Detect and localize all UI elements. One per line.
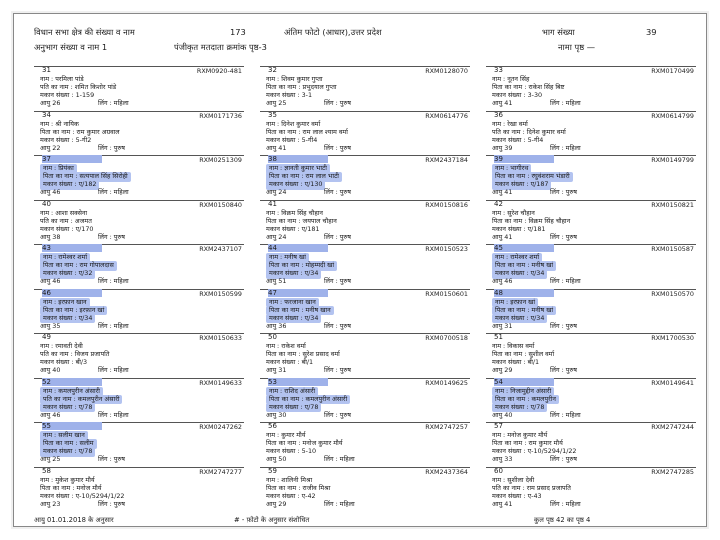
epic-number: RXM0150816	[425, 200, 468, 209]
voter-age: आयु 22	[40, 143, 61, 152]
epic-number: RXM0128070	[425, 67, 468, 75]
voter-name: नाम : कुमार मौर्य	[266, 431, 306, 439]
age-gender-line	[492, 411, 581, 421]
voter-age: आयु 46	[40, 277, 61, 285]
voter-age: आयु 29	[492, 366, 513, 374]
voter-card	[260, 111, 470, 154]
voter-card	[486, 333, 696, 376]
relation-name: पति का नाम : कमलपुरीन अंसारी	[40, 395, 122, 405]
voter-gender: लिंग : पुरुष	[550, 366, 577, 374]
epic-number: RXM0251309	[199, 156, 242, 164]
serial-number: 31	[42, 66, 51, 74]
voter-name: नाम : सुरेश चौहान	[492, 208, 535, 217]
voter-card	[486, 244, 696, 287]
voter-gender: लिंग : पुरुष	[324, 410, 351, 419]
serial-number: 55	[42, 422, 102, 430]
voter-name: नाम : सलीम खान	[40, 431, 88, 441]
age-gender-line	[492, 455, 577, 465]
voter-gender: लिंग : महिला	[324, 499, 355, 508]
voter-gender: लिंग : पुरुष	[550, 321, 577, 330]
house-number: मकान संख्या : 5-गी4	[266, 135, 318, 144]
serial-number: 39	[494, 155, 554, 163]
relation-name: पति का नाम : दिनेश कुमार वर्मा	[492, 127, 566, 136]
relation-name: पिता का नाम : राम लाल श्याम वर्मा	[266, 127, 348, 136]
voter-gender: लिंग : महिला	[550, 499, 581, 508]
voter-name: नाम : राकेश वर्मा	[266, 342, 306, 350]
serial-number: 40	[42, 199, 51, 208]
house-number: मकान संख्या : ए/170	[40, 224, 94, 233]
voter-age: आयु 50	[266, 455, 287, 463]
relation-name: पिता का नाम : राम लाल भाटी	[266, 172, 342, 182]
voter-card	[486, 155, 696, 198]
voter-gender: लिंग : पुरुष	[98, 232, 125, 241]
age-gender-line	[40, 366, 129, 376]
voter-card	[486, 467, 696, 510]
age-gender-line	[266, 411, 351, 421]
voter-row	[34, 66, 694, 111]
voter-card	[260, 244, 470, 287]
epic-number: RXM2747285	[651, 467, 694, 476]
voter-name: नाम : मुकेश कुमार मौर्य	[40, 475, 95, 484]
relation-name: पिता का नाम : मनोज मौर्य	[40, 483, 102, 492]
voter-gender: लिंग : पुरुष	[324, 366, 351, 374]
voter-name: नाम : नूतन सिंह	[492, 75, 530, 83]
house-number: मकान संख्या : 5-गी4	[492, 135, 544, 144]
voter-name: नाम : विकास वर्मा	[492, 342, 535, 350]
epic-number: RXM0150840	[199, 200, 242, 209]
age-gender-line	[40, 411, 129, 421]
voter-name: नाम : फरजाना खान	[266, 298, 319, 308]
house-number: मकान संख्या : 5-10	[266, 447, 317, 455]
header-part-label: भाग संख्या	[542, 27, 575, 37]
voter-name: नाम : सुशीला देवी	[492, 475, 535, 484]
epic-number: RXM2437364	[425, 467, 468, 476]
voter-gender: लिंग : महिला	[550, 410, 581, 419]
epic-number: RXM2747277	[199, 467, 242, 476]
voter-name: नाम : मनोज कुमार मौर्य	[492, 431, 548, 439]
header-part-number: 39	[646, 27, 657, 37]
serial-number: 41	[268, 199, 277, 208]
epic-number: RXM0150599	[199, 289, 242, 298]
voter-card	[260, 66, 470, 109]
relation-name: पिता का नाम : मनीष खां	[492, 261, 556, 271]
relation-name: पिता का नाम : मनोज कुमार मौर्य	[266, 439, 343, 447]
voter-row	[34, 467, 694, 512]
voter-gender: लिंग : पुरुष	[324, 99, 351, 107]
relation-name: पिता का नाम : मनीष खां	[492, 306, 556, 316]
house-number: मकान संख्या : ए/34	[492, 269, 547, 279]
voter-card	[260, 422, 470, 465]
epic-number: RXM0150570	[651, 289, 694, 298]
voter-card	[34, 155, 244, 198]
voter-age: आयु 41	[492, 188, 513, 196]
epic-number: RXM2747244	[651, 423, 694, 431]
serial-number: 43	[42, 244, 102, 252]
voter-card	[486, 200, 696, 243]
voter-age: आयु 46	[40, 410, 61, 419]
voter-name: नाम : रामेश्वर शर्मा	[492, 253, 542, 263]
relation-name: पिता का नाम : सुरेश प्रसाद वर्मा	[266, 350, 340, 358]
house-number: मकान संख्या : ए/78	[492, 403, 547, 413]
footer-revision-note: # - फ़ोटो के अनुसार संशोधित	[234, 516, 310, 524]
relation-name: पिता का नाम : इरफ़ान खां	[40, 306, 107, 316]
voter-card	[34, 467, 244, 510]
voter-gender: लिंग : महिला	[98, 366, 129, 374]
epic-number: RXM2747257	[425, 423, 468, 431]
voter-gender: लिंग : पुरुष	[98, 143, 125, 152]
age-gender-line	[266, 188, 351, 198]
voter-age: आयु 36	[266, 321, 287, 330]
serial-number: 42	[494, 199, 503, 208]
voter-age: आयु 41	[492, 99, 513, 107]
voter-row	[34, 333, 694, 378]
serial-number: 38	[268, 155, 328, 163]
voter-card	[486, 378, 696, 421]
voter-name: नाम : इरफ़ान खां	[492, 298, 538, 308]
voter-gender: लिंग : पुरुष	[550, 455, 577, 463]
voter-gender: लिंग : महिला	[324, 455, 355, 463]
serial-number: 59	[268, 466, 277, 475]
epic-number: RXM0700518	[425, 334, 468, 342]
voter-gender: लिंग : महिला	[550, 277, 581, 285]
voter-gender: लिंग : पुरुष	[550, 188, 577, 196]
voter-gender: लिंग : महिला	[98, 321, 129, 330]
serial-number: 32	[268, 66, 277, 74]
age-gender-line	[492, 144, 581, 154]
relation-name: पिता का नाम : मनीष खान	[266, 306, 334, 316]
house-number: मकान संख्या : ए/187	[492, 180, 551, 190]
voter-gender: लिंग : महिला	[98, 99, 129, 107]
voter-card	[260, 467, 470, 510]
voter-gender: लिंग : पुरुष	[324, 232, 351, 241]
voter-name: नाम : रमावती देवी	[40, 342, 83, 350]
voter-card	[486, 289, 696, 332]
house-number: मकान संख्या : ए-10/5294/1/22	[492, 447, 577, 455]
voter-card	[34, 111, 244, 154]
serial-number: 34	[42, 110, 51, 119]
serial-number: 36	[494, 110, 503, 119]
serial-number: 49	[42, 333, 51, 341]
serial-number: 46	[42, 289, 102, 297]
voter-name: नाम : शालिनी मिश्रा	[266, 475, 313, 484]
header-roll-title: अंतिम फोटो (आधार),उत्तर प्रदेश	[284, 27, 382, 37]
epic-number: RXM0149641	[651, 378, 694, 387]
voter-age: आयु 46	[492, 277, 513, 285]
serial-number: 57	[494, 422, 503, 430]
serial-number: 56	[268, 422, 277, 430]
voter-grid	[34, 66, 694, 511]
voter-gender: लिंग : महिला	[98, 277, 129, 285]
relation-name: पिता का नाम : सत्यपाल सिंह सिरोही	[40, 172, 131, 182]
serial-number: 35	[268, 110, 277, 119]
voter-age: आयु 46	[40, 188, 61, 196]
age-gender-line	[266, 144, 351, 154]
voter-age: आयु 40	[40, 366, 61, 374]
voter-card	[260, 289, 470, 332]
electoral-roll-page	[13, 13, 707, 527]
age-gender-line	[266, 233, 351, 243]
house-number: मकान संख्या : बी/1	[266, 358, 314, 366]
house-number: मकान संख्या : 3-1	[266, 91, 313, 99]
voter-age: आयु 25	[40, 455, 61, 463]
voter-age: आयु 30	[266, 410, 287, 419]
voter-age: आयु 51	[266, 277, 287, 285]
relation-name: पिता का नाम : राम कुमार अग्रवाल	[40, 127, 120, 136]
age-gender-line	[266, 277, 351, 287]
house-number: मकान संख्या : ए/181	[266, 224, 320, 233]
voter-gender: लिंग : पुरुष	[98, 499, 125, 508]
age-gender-line	[492, 99, 581, 109]
age-gender-line	[492, 366, 577, 376]
house-number: मकान संख्या : 3-30	[492, 91, 543, 99]
serial-number: 52	[42, 378, 102, 386]
house-number: मकान संख्या : ए/78	[266, 403, 321, 413]
serial-number: 53	[268, 378, 328, 386]
age-gender-line	[40, 500, 125, 510]
house-number: मकान संख्या : ए-42	[266, 491, 316, 500]
epic-number: RXM0614799	[651, 111, 694, 120]
age-gender-line	[492, 277, 581, 287]
house-number: मकान संख्या : 5-गी2	[40, 135, 92, 144]
voter-age: आयु 39	[492, 143, 513, 152]
voter-age: आयु 33	[492, 455, 513, 463]
house-number: मकान संख्या : बी/3	[40, 358, 88, 366]
voter-name: नाम : श्री नायिक	[40, 119, 79, 128]
relation-name: पिता का नाम : कमलपुरीन	[492, 395, 559, 405]
voter-gender: लिंग : पुरुष	[324, 277, 351, 285]
voter-age: आयु 24	[266, 188, 287, 196]
voter-card	[34, 422, 244, 465]
house-number: मकान संख्या : ए/32	[40, 269, 95, 279]
relation-name: पिता का नाम : जयपाल चौहान	[266, 216, 337, 225]
age-gender-line	[266, 99, 351, 109]
header-page-ref: नामा पृष्ठ —	[558, 42, 596, 52]
voter-age: आयु 41	[492, 232, 513, 241]
age-gender-line	[266, 322, 351, 332]
voter-gender: लिंग : महिला	[550, 143, 581, 152]
voter-age: आयु 25	[266, 99, 287, 107]
voter-name: नाम : कमलपुरीन अंसारी	[40, 387, 103, 397]
voter-gender: लिंग : पुरुष	[324, 321, 351, 330]
voter-card	[260, 200, 470, 243]
house-number: मकान संख्या : ए/34	[266, 269, 321, 279]
voter-age: आयु 38	[40, 232, 61, 241]
epic-number: RXM0150633	[199, 334, 242, 342]
voter-gender: लिंग : महिला	[98, 188, 129, 196]
voter-age: आयु 23	[40, 499, 61, 508]
voter-card	[34, 66, 244, 109]
house-number: मकान संख्या : ए-10/5294/1/22	[40, 491, 125, 500]
serial-number: 60	[494, 466, 503, 475]
epic-number: RXM1700530	[651, 334, 694, 342]
house-number: मकान संख्या : ए/182	[40, 180, 99, 190]
voter-row	[34, 200, 694, 245]
relation-name: पिता का नाम : कमलपुरीन अंसारी	[266, 395, 350, 405]
voter-card	[260, 378, 470, 421]
voter-row	[34, 289, 694, 334]
voter-gender: लिंग : महिला	[550, 99, 581, 107]
voter-card	[34, 200, 244, 243]
house-number: मकान संख्या : ए/130	[266, 180, 325, 190]
epic-number: RXM0150821	[651, 200, 694, 209]
epic-number: RXM0614776	[425, 111, 468, 120]
epic-number: RXM0171736	[199, 111, 242, 120]
age-gender-line	[40, 277, 129, 287]
age-gender-line	[40, 233, 125, 243]
voter-name: नाम : आशा सक्सेना	[40, 208, 88, 217]
voter-card	[486, 422, 696, 465]
epic-number: RXM0149625	[425, 378, 468, 387]
voter-card	[34, 378, 244, 421]
epic-number: RXM0149633	[199, 378, 242, 387]
epic-number: RXM0170499	[651, 67, 694, 75]
voter-name: नाम : राशिद अंसारी	[266, 387, 318, 397]
serial-number: 58	[42, 466, 51, 475]
serial-number: 51	[494, 333, 503, 341]
header-constituency-number: 173	[230, 27, 246, 37]
voter-name: नाम : शिवम कुमार गुप्ता	[266, 75, 323, 83]
age-gender-line	[40, 322, 129, 332]
voter-row	[34, 244, 694, 289]
footer-age-note: आयु 01.01.2018 के अनुसार	[34, 516, 114, 524]
voter-age: आयु 24	[266, 232, 287, 241]
epic-number: RXM0150587	[651, 245, 694, 253]
relation-name: पिता का नाम : प्रभुदयाल गुप्ता	[266, 83, 337, 91]
voter-name: नाम : परमिला पांडे	[40, 75, 84, 83]
relation-name: पति का नाम : राम प्रसाद प्रजापति	[492, 483, 571, 492]
relation-name: पिता का नाम : सलीम	[40, 439, 97, 449]
voter-card	[486, 66, 696, 109]
age-gender-line	[266, 366, 351, 376]
voter-row	[34, 422, 694, 467]
age-gender-line	[40, 144, 125, 154]
age-gender-line	[492, 500, 581, 510]
voter-gender: लिंग : पुरुष	[550, 232, 577, 241]
epic-number: RXM2437184	[425, 156, 468, 164]
age-gender-line	[40, 455, 125, 465]
relation-name: पिता का नाम : राम गोपालदास	[40, 261, 117, 271]
voter-row	[34, 155, 694, 200]
house-number: मकान संख्या : ए/78	[40, 447, 95, 457]
relation-name: पति का नाम : विजय प्रजापति	[40, 350, 110, 358]
age-gender-line	[40, 99, 129, 109]
voter-age: आयु 31	[266, 366, 287, 374]
header-constituency-label: विधान सभा क्षेत्र की संख्या व नाम	[34, 27, 135, 37]
header-subtitle: पंजीकृत मतदाता क्रमांक पृष्ठ-3	[174, 42, 267, 52]
voter-name: नाम : मनीष खां	[266, 253, 309, 263]
header-section-label: अनुभाग संख्या व नाम 1	[34, 42, 108, 52]
relation-name: पति का नाम : अजमत	[40, 216, 92, 225]
voter-age: आयु 41	[492, 499, 513, 508]
relation-name: पिता का नाम : मोहम्मदी खां	[266, 261, 337, 271]
epic-number: RXM0920-481	[196, 67, 242, 75]
house-number: मकान संख्या : ए/78	[40, 403, 95, 413]
voter-card	[34, 333, 244, 376]
relation-name: पिता का नाम : राकेश सिंह बिष्ट	[492, 83, 565, 91]
house-number: मकान संख्या : 1-159	[40, 91, 95, 99]
relation-name: पिता का नाम : राजीव मिश्रा	[266, 483, 331, 492]
age-gender-line	[266, 500, 355, 510]
house-number: मकान संख्या : ए/34	[40, 314, 95, 324]
epic-number: RXM2437107	[199, 245, 242, 253]
voter-age: आयु 40	[492, 410, 513, 419]
age-gender-line	[492, 233, 577, 243]
voter-name: नाम : निजामुद्दीन अंसारी	[492, 387, 554, 397]
serial-number: 37	[42, 155, 102, 163]
age-gender-line	[492, 188, 577, 198]
voter-gender: लिंग : पुरुष	[324, 188, 351, 196]
relation-name: पिता का नाम : विक्रम सिंह चौहान	[492, 216, 571, 225]
voter-age: आयु 35	[40, 321, 61, 330]
footer-page-count: कुल पृष्ठ 42 का पृष्ठ 4	[534, 516, 591, 524]
relation-name: पिता का नाम : राम कुमार मौर्य	[492, 439, 563, 447]
age-gender-line	[492, 322, 577, 332]
voter-card	[486, 111, 696, 154]
age-gender-line	[40, 188, 129, 198]
voter-gender: लिंग : महिला	[98, 410, 129, 419]
voter-card	[34, 244, 244, 287]
relation-name: पति का नाम : शमित किशोर पांडे	[40, 83, 117, 91]
epic-number: RXM0149799	[651, 156, 694, 164]
house-number: मकान संख्या : ए-43	[492, 491, 542, 500]
serial-number: 45	[494, 244, 554, 252]
voter-name: नाम : ज्ञानती कुमार भाटी	[266, 164, 330, 174]
voter-card	[34, 289, 244, 332]
voter-name: नाम : रेखा वर्मा	[492, 119, 528, 128]
voter-name: नाम : दिनेश कुमार वर्मा	[266, 119, 321, 128]
voter-card	[260, 333, 470, 376]
voter-row	[34, 111, 694, 156]
epic-number: RXM0150523	[425, 245, 468, 253]
age-gender-line	[266, 455, 355, 465]
epic-number: RXM0247262	[199, 423, 242, 431]
house-number: मकान संख्या : ए/34	[266, 314, 321, 324]
voter-age: आयु 41	[266, 143, 287, 152]
relation-name: पिता का नाम : सुशील वर्मा	[492, 350, 555, 358]
house-number: मकान संख्या : ए/181	[492, 224, 546, 233]
house-number: मकान संख्या : बी/1	[492, 358, 540, 366]
voter-name: नाम : इरफ़ान खान	[40, 298, 90, 308]
serial-number: 54	[494, 378, 554, 386]
serial-number: 50	[268, 333, 277, 341]
voter-name: नाम : विक्रम सिंह चौहान	[266, 208, 323, 217]
serial-number: 48	[494, 289, 554, 297]
voter-age: आयु 31	[492, 321, 513, 330]
voter-card	[260, 155, 470, 198]
voter-name: नाम : भागीरथ	[492, 164, 531, 174]
voter-gender: लिंग : पुरुष	[324, 143, 351, 152]
voter-row	[34, 378, 694, 423]
epic-number: RXM0150601	[425, 289, 468, 298]
serial-number: 33	[494, 66, 503, 74]
relation-name: पिता का नाम : रघुवंशराम भंडारी	[492, 172, 573, 182]
voter-age: आयु 29	[266, 499, 287, 508]
voter-gender: लिंग : पुरुष	[98, 455, 125, 463]
voter-name: नाम : रामेश्वर शर्मा	[40, 253, 90, 263]
voter-age: आयु 26	[40, 99, 61, 107]
house-number: मकान संख्या : ए/34	[492, 314, 547, 324]
serial-number: 47	[268, 289, 328, 297]
voter-name: नाम : प्रियंका	[40, 164, 77, 174]
serial-number: 44	[268, 244, 328, 252]
